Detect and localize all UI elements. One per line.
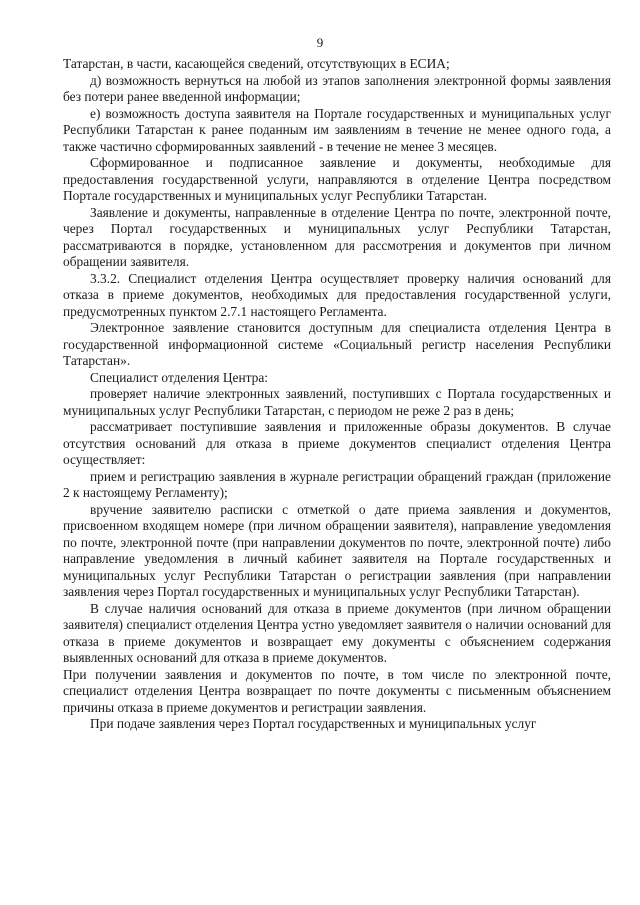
paragraph-11: прием и регистрацию заявления в журнале регистрации обращений граждан (приложение 2 к настоящему Регламенту); — [63, 468, 611, 500]
page-number: 9 — [316, 35, 324, 50]
paragraph-12: вручение заявителю расписки с отметкой о дате приема заявления и документов, присвоенном входящем номере (при личном обращении заявителя), направление уведомления по почте, электронной почте (при направлении документов по почте, электронной почте) либо направление уведомления в личный кабинет заявителя на Портале государственных и муниципальных услуг Республики Татарстан о регистрации заявления (при направлении заявления через Портал государственных и муниципальных услуг Республики Татарстан). — [63, 501, 611, 599]
paragraph-1: Татарстан, в части, касающейся сведений, отсутствующих в ЕСИА; — [63, 56, 450, 71]
paragraph-13: В случае наличия оснований для отказа в приеме документов (при личном обращении заявителя) специалист отделения Центра устно уведомляет заявителя о наличии оснований для отказа в приеме документов и возвращает ему документы с объяснением содержания выявленных оснований для отказа в приеме документов. — [63, 600, 611, 665]
paragraph-14: При получении заявления и документов по почте, в том числе по электронной почте, специалист отделения Центра возвращает по почте документы с письменным объяснением причины отказа в приеме документов и регистрации заявления. — [63, 666, 611, 715]
paragraph-15: При подаче заявления через Портал государственных и муниципальных услуг — [90, 716, 537, 731]
paragraph-9: проверяет наличие электронных заявлений, поступивших с Портала государственных и муниципальных услуг Республики Татарстан, с периодом не реже 2 раз в день; — [63, 386, 611, 418]
paragraph-6: 3.3.2. Специалист отделения Центра осуществляет проверку наличия оснований для отказа в приеме документов, необходимых для предоставления государственной услуги, предусмотренных пунктом 2.7.1 настоящего Регламента. — [63, 270, 611, 319]
paragraph-4: Сформированное и подписанное заявление и документы, необходимые для предоставления государственной услуги, направляются в отделение Центра посредством Портале государственных и муниципальных услуг Республики Татарстан. — [63, 155, 611, 203]
paragraph-8: Специалист отделения Центра: — [90, 369, 268, 385]
paragraph-5: Заявление и документы, направленные в отделение Центра по почте, электронной почте, через Портал государственных и муниципальных услуг Республики Татарстан, рассматриваются в порядке, установленном для рассмотрения и документов при личном обращении заявителя. — [63, 204, 611, 269]
paragraph-2: д) возможность вернуться на любой из этапов заполнения электронной формы заявления без потери ранее введенной информации; — [63, 72, 611, 104]
paragraph-3: е) возможность доступа заявителя на Портале государственных и муниципальных услуг Республики Татарстан к ранее поданным им заявлениям в течение не менее одного года, а также частично сформированных заявлений - в течение не менее 3 месяцев. — [63, 105, 611, 154]
paragraph-10: рассматривает поступившие заявления и приложенные образы документов. В случае отсутствия оснований для отказа в приеме документов специалист отделения Центра осуществляет: — [63, 419, 611, 467]
paragraph-7: Электронное заявление становится доступным для специалиста отделения Центра в государственной информационной системе «Социальный регистр населения Республики Татарстан». — [63, 320, 611, 368]
document-body — [63, 56, 611, 733]
